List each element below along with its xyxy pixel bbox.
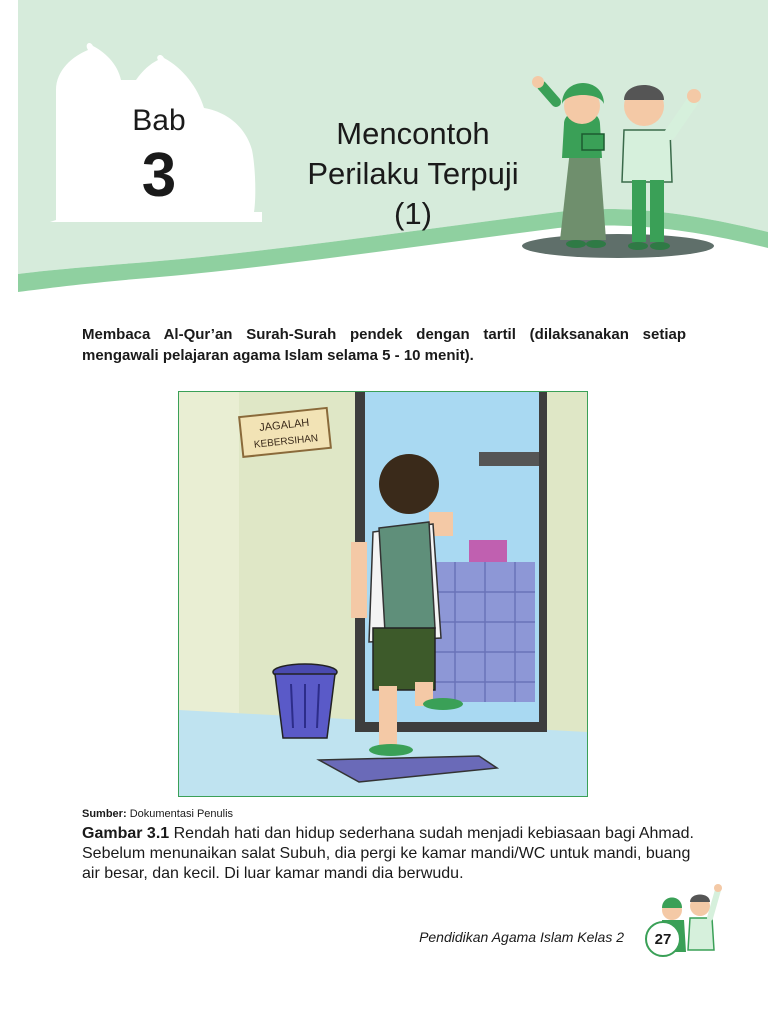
chapter-label: Bab — [132, 104, 186, 137]
source-value: Dokumentasi Penulis — [129, 808, 234, 820]
reading-instruction: Membaca Al-Qur’an Surah-Surah pendek dengan tartil (dilaksanakan setiap mengawali pelajaran agama Islam selama 5 - 10 menit). — [82, 326, 686, 364]
bathroom-illustration — [178, 391, 588, 797]
image-source — [82, 808, 233, 820]
cleanliness-sign — [239, 408, 331, 457]
caption-text: Rendah hati dan hidup sederhana sudah menjadi kebiasaan bagi Ahmad. Sebelum menunaikan salat Subuh, dia pergi ke kamar mandi/WC untuk mandi, buang air besar, dan kecil. Di luar kamar mandi dia berwudu. — [82, 825, 694, 882]
chapter-title-line: Mencontoh — [336, 116, 490, 151]
figure-caption — [82, 824, 702, 884]
page-number: 27 — [645, 921, 681, 957]
sign-line: KEBERSIHAN — [253, 433, 319, 451]
children-waving-icon — [520, 62, 720, 262]
source-label: Sumber: — [82, 808, 127, 820]
sign-line: JAGALAH — [258, 416, 310, 435]
figure-label: Gambar 3.1 — [82, 825, 170, 842]
chapter-title — [272, 114, 554, 234]
chapter-title-line: (1) — [394, 196, 432, 231]
trash-bin-icon — [273, 664, 337, 738]
book-title: Pendidikan Agama Islam Kelas 2 — [419, 929, 624, 945]
chapter-number: 3 — [141, 141, 177, 210]
chapter-title-line: Perilaku Terpuji — [307, 156, 519, 191]
